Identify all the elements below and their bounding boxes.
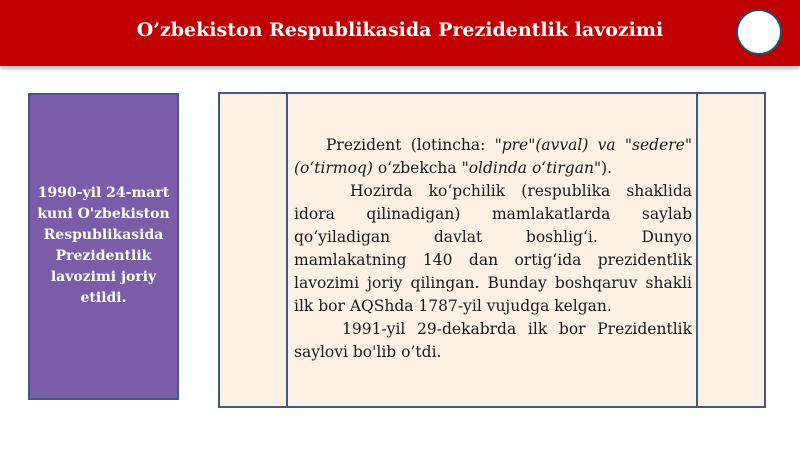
sidebar-text: 1990-yil 24-mart kuni O'zbekiston Respublikasida Prezidentlik lavozimi joriy etildi. — [37, 184, 170, 306]
circle-decoration — [736, 9, 782, 55]
paragraph-definition-part1: Prezident (lotincha: — [326, 136, 495, 154]
panel-divider-left — [286, 94, 288, 406]
paragraph-definition-part3: o‘zbekcha — [372, 159, 462, 177]
uzbek-meaning-text: "oldinda o‘tirgan" — [461, 159, 602, 177]
main-text-body — [294, 134, 692, 364]
panel-divider-right — [696, 94, 698, 406]
header-bar — [0, 0, 800, 66]
latin-origin-text: "pre"(avval) va "sedere" (o‘tirmoq) — [294, 136, 692, 177]
paragraph-history: Hozirda ko‘pchilik (respublika shaklida idora qilinadigan) mamlakatlarda saylab qo‘yiladigan davlat boshlig‘i. Dunyo mamlakatning 140 dan ortig‘ida prezidentlik lavozimi joriy qilingan. Bunday boshqaruv shakli ilk bor AQShda 1787-yil vujudga kelgan. — [294, 182, 692, 315]
main-text-panel — [218, 92, 766, 408]
slide-title: O’zbekiston Respublikasida Prezidentlik lavozimi — [136, 19, 664, 41]
paragraph-election: 1991-yil 29-dekabrda ilk bor Prezidentlik saylovi bo'lib o’tdi. — [294, 320, 692, 361]
paragraph-definition — [294, 134, 692, 180]
paragraph-definition-part5: ). — [601, 159, 613, 177]
sidebar-info-box — [28, 93, 179, 400]
